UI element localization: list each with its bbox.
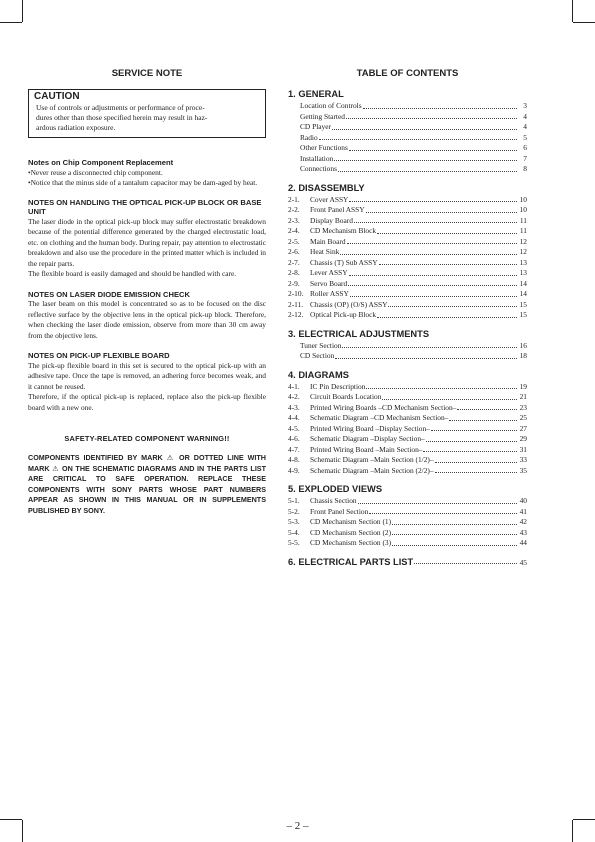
toc-leader — [377, 316, 517, 318]
toc-entry-page: 13 — [519, 268, 527, 277]
toc-section-heading: 5. EXPLODED VIEWS — [288, 484, 383, 494]
toc-entry-number: 5-4. — [288, 527, 300, 537]
crop-mark — [0, 22, 22, 23]
toc-entry[interactable] — [288, 424, 527, 435]
toc-entry-page: 10 — [519, 194, 527, 204]
toc-entry[interactable] — [288, 496, 527, 507]
pickup-handling-heading: NOTES ON HANDLING THE OPTICAL PICK-UP BLOCK OR BASE UNIT — [28, 197, 262, 216]
laser-check-text: The laser beam on this model is concentrated so as to be focused on the disc reflective surface by the objective lens in the optical pick-up block. Therefore, when checking the laser diode emission, observe from more than 30 cm away from the objective lens. — [28, 299, 266, 340]
toc-entry-number: 2-1. — [288, 194, 300, 204]
toc-entry-number: 4-8. — [288, 455, 300, 464]
toc-leader — [347, 242, 517, 244]
toc-entry-parts-list[interactable] — [288, 557, 527, 567]
toc-entry-label: Chassis (OP) (O/S) ASSY — [310, 299, 388, 309]
caution-text: Use of controls or adjustments or performance of proce- dures other than those specified herein may result in haz- ardous radiation exposure. — [36, 103, 208, 132]
toc-entry-page: 11 — [519, 226, 527, 235]
toc-entry-page: 29 — [519, 434, 527, 443]
laser-check-heading: NOTES ON LASER DIODE EMISSION CHECK — [28, 289, 191, 299]
toc-entry[interactable] — [288, 351, 527, 362]
toc-leader — [338, 170, 517, 172]
toc-entry-page: 25 — [519, 413, 527, 422]
toc-leader — [346, 117, 517, 119]
toc-entry-page: 43 — [519, 527, 527, 537]
toc-leader — [349, 274, 517, 276]
toc-entry-page: 31 — [519, 444, 527, 454]
toc-entry-page: 45 — [519, 557, 527, 567]
flex-board-text-2: Therefore, if the optical pick-up is replaced, replace also the pick-up flexible board with a new one. — [28, 392, 266, 412]
toc-entry-number: 4-3. — [288, 402, 300, 412]
toc-entry-page: 8 — [523, 164, 527, 173]
toc-leader — [414, 562, 517, 564]
toc-entry-number: 4-6. — [288, 434, 300, 443]
toc-entry-label: Heat Sink — [310, 247, 340, 256]
toc-leader — [354, 221, 517, 223]
toc-entry[interactable] — [288, 413, 527, 424]
toc-entry-page: 23 — [519, 402, 527, 412]
toc-entry-label: Schematic Diagram –Main Section (1/2)– — [310, 455, 434, 464]
toc-entry[interactable] — [288, 455, 527, 466]
toc-entry-label: Schematic Diagram –CD Mechanism Section– — [310, 413, 449, 422]
toc-entry[interactable] — [288, 466, 527, 477]
toc-entry-label: Optical Pick-up Block — [310, 310, 377, 319]
toc-entry-label: Tuner Section — [300, 340, 342, 350]
toc-leader — [348, 284, 517, 286]
toc-entry-label: Front Panel ASSY — [310, 205, 365, 214]
toc-entry-number: 4-7. — [288, 444, 300, 454]
toc-entry[interactable] — [288, 164, 527, 175]
toc-entry-label: Other Functions — [300, 143, 348, 152]
toc-entry[interactable] — [288, 392, 527, 403]
toc-entry-page: 5 — [523, 132, 527, 142]
toc-entry[interactable] — [288, 507, 527, 518]
toc-leader — [319, 138, 517, 140]
toc-entry[interactable] — [288, 247, 527, 258]
toc-entry-page: 14 — [519, 278, 527, 288]
toc-entry[interactable] — [288, 403, 527, 414]
toc-title: TABLE OF CONTENTS — [356, 68, 459, 79]
toc-entry[interactable] — [288, 216, 527, 227]
toc-entry-number: 5-2. — [288, 506, 300, 516]
toc-leader — [342, 346, 517, 348]
toc-leader — [340, 253, 517, 255]
toc-entry[interactable] — [288, 528, 527, 539]
toc-entry[interactable] — [288, 445, 527, 456]
toc-entry[interactable] — [288, 154, 527, 165]
safety-warning-title: SAFETY-RELATED COMPONENT WARNING!! — [64, 434, 230, 443]
toc-entry-label: Schematic Diagram –Display Section– — [310, 434, 425, 443]
pickup-handling-text-2: The flexible board is easily damaged and should be handled with care. — [28, 269, 237, 278]
page-number: – 2 – — [286, 820, 309, 832]
toc-section-heading: 4. DIAGRAMS — [288, 369, 349, 380]
toc-leader — [332, 128, 517, 130]
toc-entry[interactable] — [288, 143, 527, 154]
toc-entry[interactable] — [288, 122, 527, 133]
toc-entry-number: 2-2. — [288, 205, 300, 214]
toc-leader — [392, 544, 517, 546]
toc-leader — [369, 512, 517, 514]
toc-leader — [423, 450, 517, 452]
toc-leader — [392, 523, 517, 525]
toc-leader — [431, 429, 517, 431]
toc-leader — [366, 211, 517, 213]
toc-entry-label: Main Board — [310, 236, 346, 246]
toc-entry[interactable] — [288, 279, 527, 290]
toc-entry-page: 18 — [519, 351, 527, 360]
toc-entry-page: 4 — [523, 122, 527, 131]
toc-entry[interactable] — [288, 112, 527, 123]
toc-entry-label: Chassis Section — [310, 496, 357, 505]
toc-entry-page: 13 — [519, 257, 527, 267]
flex-board-heading: NOTES ON PICK-UP FLEXIBLE BOARD — [28, 351, 170, 360]
toc-entry-number: 5-5. — [288, 538, 300, 547]
toc-entry-label: Printed Wiring Board –Display Section– — [310, 423, 430, 433]
flex-board-text: The pick-up flexible board in this set is secured to the optical pick-up with an adhesive tape. Once the tape is removed, an adhering force becomes weak, and it cannot be reused. — [28, 360, 266, 391]
toc-leader — [349, 200, 517, 202]
toc-entry-label: Connections — [300, 164, 337, 173]
toc-entry[interactable] — [288, 289, 527, 300]
crop-mark — [572, 0, 573, 22]
toc-entry-page: 10 — [519, 205, 527, 214]
toc-column — [288, 68, 527, 567]
toc-entry-page: 33 — [519, 455, 527, 464]
toc-entry-label: Location of Controls — [300, 101, 362, 110]
toc-entry-label: CD Mechanism Section (2) — [310, 527, 392, 537]
toc-entry-label: Display Board — [310, 215, 353, 225]
chip-replacement-heading: Notes on Chip Component Replacement — [28, 158, 174, 167]
toc-section — [288, 370, 527, 477]
toc-entry-number: 4-4. — [288, 413, 300, 422]
toc-entry-page: 15 — [519, 310, 527, 319]
toc-entry-page: 16 — [519, 340, 527, 350]
toc-entry-number: 4-2. — [288, 392, 300, 401]
toc-entry-label: Installation — [300, 153, 334, 163]
toc-entry-number: 2-5. — [288, 236, 300, 246]
toc-entry-number: 2-10. — [288, 289, 304, 298]
toc-leader — [334, 159, 517, 161]
toc-leader — [377, 232, 517, 234]
toc-entry-number: 4-1. — [288, 381, 300, 391]
safety-warning-text: COMPONENTS IDENTIFIED BY MARK ⚠ OR DOTTED LINE WITH MARK ⚠ ON THE SCHEMATIC DIAGRAMS AND IN THE PARTS LIST ARE CRITICAL TO SAFE OPERATION. REPLACE THESE COMPONENTS WITH SONY PARTS WHOSE PART NUMBERS APPEAR AS SHOWN IN THIS MANUAL OR IN SUPPLEMENTS PUBLISHED BY SONY. — [28, 453, 266, 515]
toc-entry[interactable] — [288, 226, 527, 237]
toc-section — [288, 329, 527, 362]
toc-entry[interactable] — [288, 237, 527, 248]
toc-entry-label: Front Panel Section — [310, 506, 369, 516]
toc-leader — [392, 533, 517, 535]
toc-entry[interactable] — [288, 434, 527, 445]
toc-entry-label: Chassis (T) Sub ASSY — [310, 257, 378, 267]
pickup-handling-text: The laser diode in the optical pick-up block may suffer electrostatic breakdown because of the potential difference generated by the charged electrostatic load, etc. on clothing and the human body. During repair, pay attention to electrostatic breakdown and also use the procedure in the printed matter which is included in the repair parts. — [28, 216, 266, 268]
toc-section — [288, 89, 527, 175]
toc-entry-label: Lever ASSY — [310, 268, 348, 277]
toc-leader — [358, 502, 517, 504]
toc-leader — [426, 440, 517, 442]
toc-entry-label: Servo Board — [310, 278, 348, 288]
toc-leader — [382, 398, 517, 400]
toc-entry[interactable] — [288, 205, 527, 216]
toc-entry-label: CD Mechanism Section (3) — [310, 538, 392, 547]
toc-entry-page: 35 — [519, 465, 527, 475]
toc-entry-page: 15 — [519, 299, 527, 309]
toc-entry[interactable] — [288, 133, 527, 144]
toc-entry-label: CD Mechanism Block — [310, 226, 377, 235]
toc-entry-number: 2-7. — [288, 257, 300, 267]
toc-entry-number: 2-12. — [288, 310, 304, 319]
toc-entry-page: 7 — [523, 153, 527, 163]
toc-entry-number: 2-6. — [288, 247, 300, 256]
toc-entry-page: 44 — [519, 538, 527, 547]
toc-entry-number: 4-5. — [288, 423, 300, 433]
toc-entry-page: 6 — [523, 143, 527, 152]
toc-entry-page: 21 — [519, 392, 527, 401]
toc-entry-label: CD Player — [300, 122, 331, 131]
toc-entry[interactable] — [288, 341, 527, 352]
toc-entry-page: 4 — [523, 111, 527, 121]
toc-entry-label: Cover ASSY — [310, 194, 349, 204]
toc-section-heading: 2. DISASSEMBLY — [288, 182, 365, 193]
toc-section — [288, 183, 527, 321]
toc-entry-number: 2-9. — [288, 278, 300, 288]
chip-note-1: •Never reuse a disconnected chip component. — [28, 167, 163, 177]
toc-entry[interactable] — [288, 268, 527, 279]
toc-entry-number: 2-4. — [288, 226, 300, 235]
toc-section-heading: 1. GENERAL — [288, 89, 344, 99]
toc-entry-page: 19 — [519, 381, 527, 391]
toc-entry-page: 27 — [519, 423, 527, 433]
toc-section-heading: 3. ELECTRICAL ADJUSTMENTS — [288, 328, 430, 339]
toc-entry-label: Radio — [300, 132, 318, 142]
toc-entry-number: 2-3. — [288, 215, 300, 225]
toc-entry-page: 12 — [519, 236, 527, 246]
toc-entry-page: 14 — [519, 289, 527, 298]
toc-sections — [288, 89, 527, 549]
caution-box — [28, 89, 266, 138]
crop-mark — [573, 22, 595, 23]
caution-title: CAUTION — [34, 91, 80, 102]
toc-entry-number: 4-9. — [288, 465, 300, 475]
toc-leader — [449, 419, 517, 421]
toc-leader — [388, 305, 517, 307]
service-note-title: SERVICE NOTE — [111, 68, 183, 79]
toc-leader — [457, 408, 517, 410]
toc-leader — [363, 107, 517, 109]
toc-entry-page: 3 — [523, 101, 527, 110]
toc-entry-label: Printed Wiring Board –Main Section– — [310, 444, 423, 454]
toc-entry-label: Getting Started — [300, 111, 345, 121]
toc-entry[interactable] — [288, 538, 527, 549]
toc-entry-label: Circuit Boards Location — [310, 392, 382, 401]
toc-entry[interactable] — [288, 382, 527, 393]
toc-entry[interactable] — [288, 258, 527, 269]
chip-note-2: •Notice that the minus side of a tantalum capacitor may be dam-aged by heat. — [28, 178, 258, 187]
toc-entry-number: 5-1. — [288, 496, 300, 505]
service-note-column — [28, 68, 266, 517]
toc-entry-label: Roller ASSY — [310, 289, 349, 298]
toc-leader — [349, 149, 517, 151]
toc-entry-page: 41 — [519, 506, 527, 516]
toc-entry-label: CD Section — [300, 351, 335, 360]
toc-entry-number: 2-11. — [288, 299, 304, 309]
toc-entry-page: 12 — [519, 247, 527, 256]
toc-entry-label: Printed Wiring Boards –CD Mechanism Section– — [310, 402, 457, 412]
toc-leader — [379, 263, 517, 265]
toc-leader — [350, 295, 517, 297]
crop-mark — [22, 0, 23, 22]
toc-entry-page: 11 — [519, 215, 527, 225]
toc-entry-label: Schematic Diagram –Main Section (2/2)– — [310, 465, 434, 475]
toc-section — [288, 484, 527, 549]
toc-entry[interactable] — [288, 310, 527, 321]
toc-entry-number: 2-8. — [288, 268, 300, 277]
toc-entry-page: 40 — [519, 496, 527, 505]
toc-entry-label: CD Mechanism Section (1) — [310, 517, 392, 526]
toc-leader — [435, 471, 517, 473]
toc-entry[interactable] — [288, 517, 527, 528]
toc-leader — [335, 357, 517, 359]
toc-leader — [366, 387, 517, 389]
toc-entry-label: IC Pin Description — [310, 381, 366, 391]
toc-entry-page: 42 — [519, 517, 527, 526]
toc-entry[interactable] — [288, 101, 527, 112]
toc-entry-label: 6. ELECTRICAL PARTS LIST — [288, 556, 414, 567]
toc-entry[interactable] — [288, 195, 527, 206]
toc-leader — [435, 461, 517, 463]
toc-entry-number: 5-3. — [288, 517, 300, 526]
toc-entry[interactable] — [288, 300, 527, 311]
